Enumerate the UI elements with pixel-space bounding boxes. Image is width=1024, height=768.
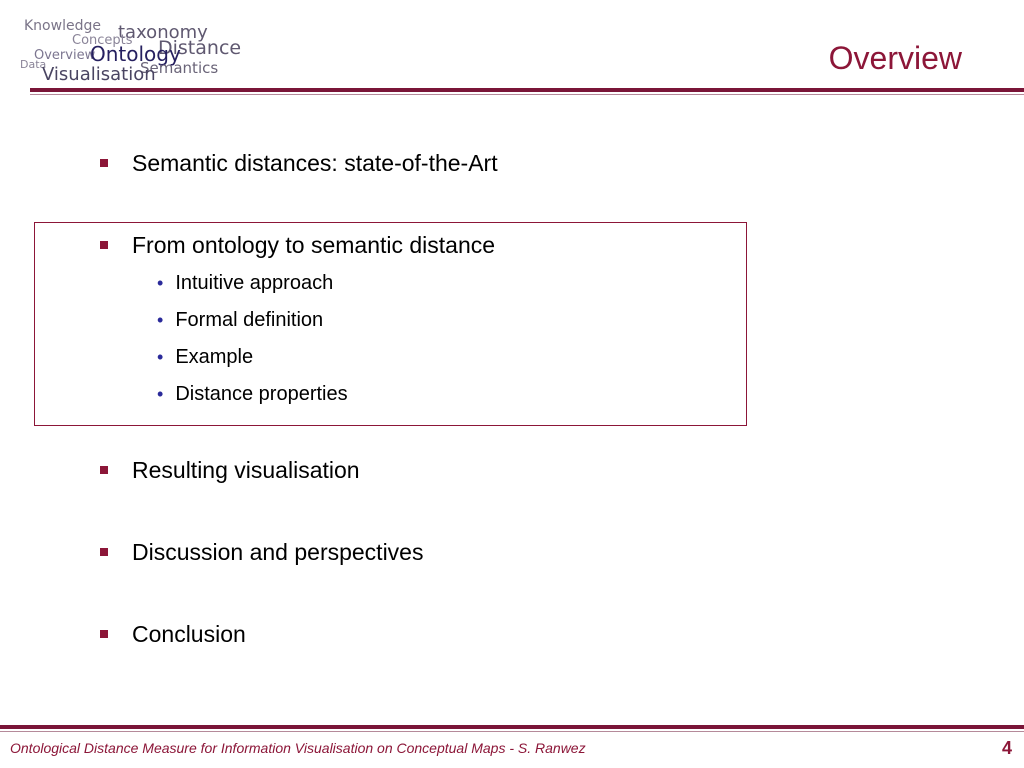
sub-bullet-text: Example	[175, 346, 254, 368]
square-bullet-icon	[100, 630, 108, 638]
sub-bullet-item	[157, 309, 323, 332]
page-number: 4	[1001, 738, 1012, 758]
square-bullet-icon	[100, 466, 108, 474]
header-divider-thin	[30, 94, 1024, 95]
sub-bullet-text: Intuitive approach	[175, 272, 334, 294]
bullet-item-4	[100, 539, 423, 566]
sub-bullet-text: Distance properties	[175, 383, 348, 405]
logo-word-semantics: Semantics	[140, 59, 219, 77]
sub-bullet-item	[157, 272, 333, 295]
logo-word-knowledge: Knowledge	[24, 18, 101, 34]
bullet-item-2	[100, 232, 495, 259]
bullet-item-1	[100, 150, 498, 177]
bullet-text: Conclusion	[132, 621, 246, 647]
logo-word-ontology: Ontology	[90, 42, 181, 66]
dot-bullet-icon: •	[157, 310, 164, 330]
footer-divider-thin	[0, 731, 1024, 732]
logo-word-visualisation: Visualisation	[42, 64, 156, 85]
header-divider	[30, 88, 1024, 92]
slide-title: Overview	[828, 40, 962, 76]
logo-word-concepts: Concepts	[72, 33, 133, 48]
logo-word-data: Data	[20, 58, 47, 71]
bullet-text: Semantic distances: state-of-the-Art	[132, 150, 498, 176]
sub-bullet-item	[157, 383, 348, 406]
bullet-text: Discussion and perspectives	[132, 539, 424, 565]
word-cloud-logo	[0, 0, 260, 90]
dot-bullet-icon: •	[157, 347, 164, 367]
square-bullet-icon	[100, 548, 108, 556]
bullet-item-3	[100, 457, 360, 484]
bullet-text: Resulting visualisation	[132, 457, 360, 483]
logo-word-distance: Distance	[158, 37, 242, 59]
bullet-text: From ontology to semantic distance	[132, 232, 496, 258]
dot-bullet-icon: •	[157, 384, 164, 404]
dot-bullet-icon: •	[157, 273, 164, 293]
footer-caption: Ontological Distance Measure for Information Visualisation on Conceptual Maps - S. Ranwez	[10, 740, 586, 756]
sub-bullet-item	[157, 346, 253, 369]
sub-bullet-text: Formal definition	[175, 309, 324, 331]
logo-word-taxonomy: taxonomy	[118, 22, 208, 43]
square-bullet-icon	[100, 159, 108, 167]
square-bullet-icon	[100, 241, 108, 249]
footer-divider	[0, 725, 1024, 729]
bullet-item-5	[100, 621, 246, 648]
logo-word-overview: Overview	[34, 48, 96, 63]
